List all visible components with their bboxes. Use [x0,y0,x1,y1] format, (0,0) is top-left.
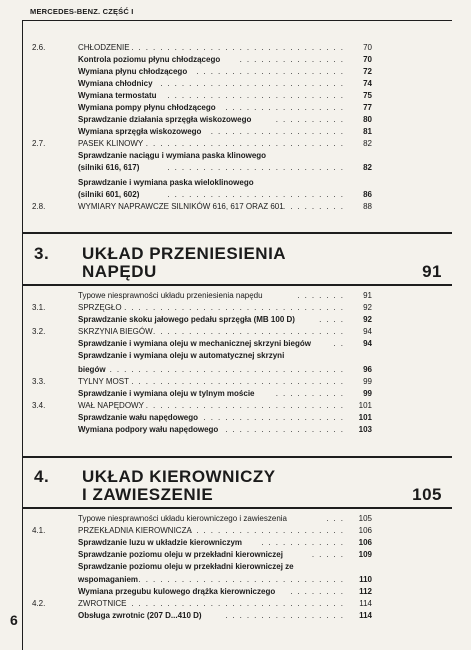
leader-dots: .......................... [160,79,348,88]
toc-entry [78,412,372,423]
entry-page: 74 [363,79,372,88]
chapter-page: 105 [412,485,442,504]
entry-page: 106 [358,526,372,535]
toc-entry [32,400,372,411]
entry-title: ZWROTNICE [78,599,127,608]
entry-page: 114 [359,599,372,608]
chapter-title-line1: UKŁAD PRZENIESIENIA [82,244,287,263]
entry-page: 72 [363,67,372,76]
leader-dots: ................. [225,103,348,112]
entry-title: Typowe niesprawności układu przeniesienia napędu [78,291,263,300]
leader-dots: .............................. [131,377,348,386]
toc-entry [78,114,372,125]
toc-entry [32,326,372,337]
section-number: 2.7. [32,139,46,148]
entry-title: Sprawdzanie i wymiana paska wieloklinowego [78,178,254,187]
entry-title: Sprawdzanie skoku jałowego pedału sprzęgła (MB 100 D) [78,315,295,324]
toc-entry [78,513,372,524]
entry-page: 106 [358,538,372,547]
entry-title: CHŁODZENIE [78,43,130,52]
entry-page: 70 [363,43,372,52]
chapter-title-line2: NAPĘDU [82,262,157,281]
entry-page: 96 [363,365,372,374]
leader-dots: ..... [311,550,348,559]
entry-page: 92 [363,303,372,312]
entry-title: SPRZĘGŁO [78,303,122,312]
entry-title: Wymiana sprzęgła wiskozowego [78,127,202,136]
chapter-page: 91 [422,262,442,281]
page-number: 6 [10,612,18,628]
entry-title: Sprawdzanie działania sprzęgła wiskozowego [78,115,252,124]
section-number: 4.1. [32,526,46,535]
entry-title: PRZEKŁADNIA KIEROWNICZA [78,526,192,535]
leader-dots: ................. [225,611,348,620]
chapter-3-underline [22,284,452,286]
chapter-title-line2: I ZAWIESZENIE [82,485,214,504]
section-number: 3.3. [32,377,46,386]
entry-title: Wymiana pompy płynu chłodzącego [78,103,216,112]
leader-dots: .................... [203,413,348,422]
leader-dots: ........ [290,587,348,596]
toc-entry [78,162,372,173]
section-number: 3.2. [32,327,46,336]
entry-title: (silniki 601, 602) [78,190,140,199]
leader-dots: ...................... [189,526,348,535]
entry-title: Wymiana chłodnicy [78,79,153,88]
toc-entry [78,561,372,572]
toc-entry [78,424,372,435]
entry-page: 91 [363,291,372,300]
toc-entry [78,364,372,375]
leader-dots: ............................... [124,599,348,608]
entry-title: Sprawdzanie i wymiana oleju w mechanicznej skrzyni biegów [78,339,311,348]
entry-title: Sprawdzanie naciągu i wymiana paska klinowego [78,151,267,160]
leader-dots: ............................. [138,575,348,584]
entry-page: 114 [359,611,372,620]
entry-page: 80 [363,115,372,124]
entry-page: 101 [358,401,372,410]
toc-entry [78,78,372,89]
leader-dots: ................... [210,127,348,136]
toc-entry [78,150,372,161]
entry-page: 82 [363,163,372,172]
entry-page: 88 [363,202,372,211]
toc-entry [78,126,372,137]
toc-entry [78,189,372,200]
entry-title: Wymiana podpory wału napędowego [78,425,219,434]
entry-title: Sprawdzanie poziomu oleju w przekładni kierowniczej [78,550,283,559]
leader-dots: ............................. [138,401,348,410]
entry-title: Sprawdzanie i wymiana oleju w automatycznej skrzyni [78,351,285,360]
toc-entry [78,314,372,325]
entry-page: 94 [363,339,372,348]
entry-title: Sprawdzanie wału napędowego [78,413,199,422]
entry-title: (silniki 616, 617) [78,163,140,172]
toc-entry [78,54,372,65]
chapter-number: 3. [34,244,50,263]
chapter-4-underline [22,507,452,509]
toc-entry [32,302,372,313]
leader-dots: ..................... [196,67,348,76]
entry-title: Sprawdzanie luzu w układzie kierowniczym [78,538,243,547]
chapter-3-rule [22,232,452,234]
section-number: 4.2. [32,599,46,608]
entry-title: Obsługa zwrotnic (207 D...410 D) [78,611,202,620]
entry-page: 105 [358,514,372,523]
entry-page: 81 [363,127,372,136]
toc-entry [32,201,372,212]
entry-page: 103 [358,425,372,434]
toc-entry [78,90,372,101]
entry-title: wspomaganiem [78,575,139,584]
leader-dots: ......................... [167,190,348,199]
leader-dots: .. [333,339,348,348]
section-number: 2.8. [32,202,46,211]
entry-title: SKRZYNIA BIEGÓW [78,327,153,336]
entry-title: Wymiana płynu chłodzącego [78,67,188,76]
chapter-title-line1: UKŁAD KIEROWNICZY [82,467,276,486]
leader-dots: .............................. [131,43,348,52]
entry-title: PASEK KLINOWY [78,139,144,148]
entry-title: Wymiana termostatu [78,91,157,100]
toc-entry [78,350,372,361]
toc-entry [78,549,372,560]
entry-title: Kontrola poziomu płynu chłodzącego [78,55,221,64]
header-rule [22,20,452,21]
entry-page: 99 [363,377,372,386]
entry-page: 70 [363,55,372,64]
leader-dots: ............... [239,55,348,64]
toc-entry [32,598,372,609]
chapter-number: 4. [34,467,50,486]
entry-page: 112 [359,587,372,596]
section-number: 3.1. [32,303,46,312]
toc-entry [32,376,372,387]
section-number: 3.4. [32,401,46,410]
entry-title: Typowe niesprawności układu kierowniczego i zawieszenia [78,514,287,523]
leader-dots: ........................... [152,327,348,336]
toc-entry [78,177,372,188]
entry-page: 92 [363,315,372,324]
entry-page: 86 [363,190,372,199]
toc-entry [78,586,372,597]
toc-entry [78,66,372,77]
toc-entry [78,574,372,585]
toc-entry [78,290,372,301]
entry-page: 82 [363,139,372,148]
leader-dots: .......... [275,389,348,398]
leader-dots: ....... [297,291,348,300]
toc-entry [32,525,372,536]
entry-page: 99 [363,389,372,398]
entry-title: TYLNY MOST [78,377,129,386]
leader-dots: ......... [282,202,348,211]
toc-entry [78,338,372,349]
leader-dots: ................. [225,425,348,434]
margin-rule [22,20,23,650]
entry-title: biegów [78,365,106,374]
leader-dots: ............................... [124,303,348,312]
toc-entry [32,138,372,149]
entry-title: Sprawdzanie i wymiana oleju w tylnym moście [78,389,255,398]
entry-page: 77 [363,103,372,112]
entry-title: Wymiana przegubu kulowego drążka kierowniczego [78,587,276,596]
entry-page: 101 [358,413,372,422]
toc-entry [78,537,372,548]
entry-page: 110 [359,575,372,584]
toc-entry [32,42,372,53]
leader-dots: .... [319,315,348,324]
entry-page: 94 [363,327,372,336]
entry-title: WAŁ NAPĘDOWY [78,401,144,410]
leader-dots: .......... [275,115,348,124]
leader-dots: ......................... [167,163,348,172]
toc-entry [78,388,372,399]
leader-dots: ............................ [145,139,348,148]
entry-title: Sprawdzanie poziomu oleju w przekładni kierowniczej ze [78,562,294,571]
toc-entry [78,102,372,113]
toc-entry [78,610,372,621]
entry-page: 75 [363,91,372,100]
leader-dots: ......................... [167,91,348,100]
entry-title: WYMIARY NAPRAWCZE SILNIKÓW 616, 617 ORAZ 601 [78,202,284,211]
running-header: MERCEDES-BENZ. CZĘŚĆ I [30,7,134,16]
leader-dots: ................................. [109,365,348,374]
entry-page: 109 [358,550,372,559]
leader-dots: ............ [261,538,348,547]
section-number: 2.6. [32,43,46,52]
chapter-4-rule [22,456,452,458]
leader-dots: ... [326,514,348,523]
